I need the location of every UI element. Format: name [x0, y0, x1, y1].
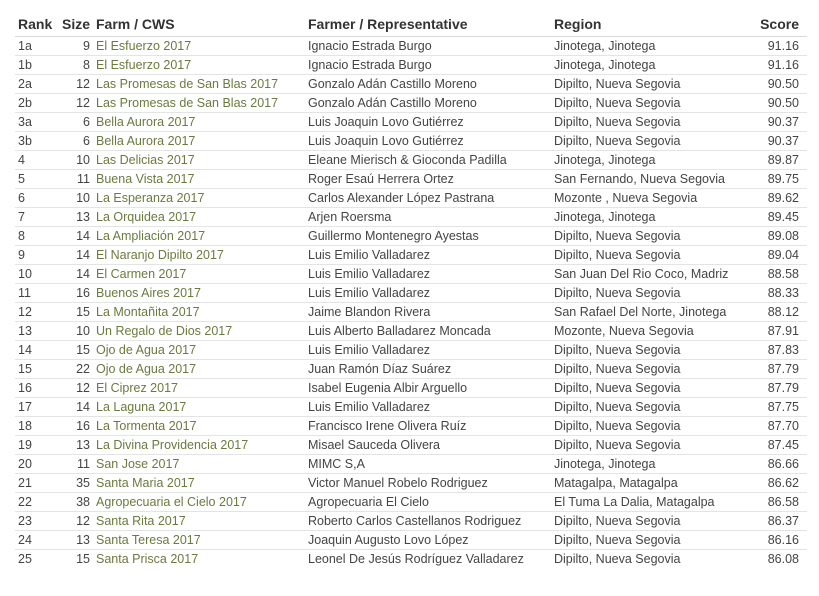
cell-rank: 8 [15, 227, 57, 246]
cell-score: 87.75 [751, 398, 807, 417]
cell-rank: 18 [15, 417, 57, 436]
cell-farmer: Isabel Eugenia Albir Arguello [305, 379, 551, 398]
cell-rank: 3b [15, 132, 57, 151]
cell-score: 86.08 [751, 550, 807, 569]
cell-rank: 9 [15, 246, 57, 265]
cell-rank: 12 [15, 303, 57, 322]
table-row [15, 417, 807, 436]
cell-score: 86.58 [751, 493, 807, 512]
cell-region: Dipilto, Nueva Segovia [551, 227, 751, 246]
cell-rank: 4 [15, 151, 57, 170]
cell-farm: El Esfuerzo 2017 [93, 37, 305, 56]
table-row [15, 493, 807, 512]
cell-score: 91.16 [751, 37, 807, 56]
cell-farm: Bella Aurora 2017 [93, 113, 305, 132]
header-rank: Rank [15, 12, 57, 37]
cell-region: Jinotega, Jinotega [551, 455, 751, 474]
cell-rank: 21 [15, 474, 57, 493]
cell-rank: 22 [15, 493, 57, 512]
cell-region: San Rafael Del Norte, Jinotega [551, 303, 751, 322]
header-row [15, 12, 807, 37]
cell-size: 11 [57, 455, 93, 474]
cell-score: 87.83 [751, 341, 807, 360]
cell-region: Dipilto, Nueva Segovia [551, 379, 751, 398]
cell-size: 15 [57, 550, 93, 569]
cell-farm: Buena Vista 2017 [93, 170, 305, 189]
cell-farm: La Laguna 2017 [93, 398, 305, 417]
cell-score: 90.50 [751, 75, 807, 94]
cell-region: Dipilto, Nueva Segovia [551, 246, 751, 265]
table-row [15, 113, 807, 132]
cell-farmer: Luis Emilio Valladarez [305, 246, 551, 265]
table-row [15, 246, 807, 265]
cell-score: 89.45 [751, 208, 807, 227]
table-row [15, 360, 807, 379]
table-row [15, 94, 807, 113]
cell-rank: 2a [15, 75, 57, 94]
cell-region: Mozonte , Nueva Segovia [551, 189, 751, 208]
cell-farm: Santa Teresa 2017 [93, 531, 305, 550]
cell-size: 12 [57, 512, 93, 531]
cell-size: 38 [57, 493, 93, 512]
cell-region: Jinotega, Jinotega [551, 56, 751, 75]
cell-size: 13 [57, 531, 93, 550]
table-row [15, 189, 807, 208]
cell-size: 16 [57, 417, 93, 436]
cell-farm: La Tormenta 2017 [93, 417, 305, 436]
cell-farmer: Misael Sauceda Olivera [305, 436, 551, 455]
cell-score: 86.62 [751, 474, 807, 493]
cell-score: 87.79 [751, 360, 807, 379]
header-farmer: Farmer / Representative [305, 12, 551, 37]
cell-farm: El Carmen 2017 [93, 265, 305, 284]
cell-farm: Santa Maria 2017 [93, 474, 305, 493]
cell-region: El Tuma La Dalia, Matagalpa [551, 493, 751, 512]
cell-farm: Un Regalo de Dios 2017 [93, 322, 305, 341]
cell-rank: 10 [15, 265, 57, 284]
cell-score: 87.79 [751, 379, 807, 398]
cell-farm: La Ampliación 2017 [93, 227, 305, 246]
cell-region: Dipilto, Nueva Segovia [551, 512, 751, 531]
table-row [15, 436, 807, 455]
cell-farm: La Divina Providencia 2017 [93, 436, 305, 455]
cell-farmer: Carlos Alexander López Pastrana [305, 189, 551, 208]
header-score: Score [751, 12, 807, 37]
cell-farmer: Luis Alberto Balladarez Moncada [305, 322, 551, 341]
cell-region: Dipilto, Nueva Segovia [551, 94, 751, 113]
cell-size: 10 [57, 322, 93, 341]
cell-score: 86.16 [751, 531, 807, 550]
cell-score: 90.37 [751, 132, 807, 151]
cell-rank: 23 [15, 512, 57, 531]
cell-rank: 14 [15, 341, 57, 360]
cell-size: 14 [57, 246, 93, 265]
cell-rank: 6 [15, 189, 57, 208]
cell-size: 9 [57, 37, 93, 56]
cell-farmer: MIMC S,A [305, 455, 551, 474]
cell-rank: 7 [15, 208, 57, 227]
cell-size: 15 [57, 341, 93, 360]
cell-size: 22 [57, 360, 93, 379]
cell-farmer: Agropecuaria El Cielo [305, 493, 551, 512]
cell-farmer: Francisco Irene Olivera Ruíz [305, 417, 551, 436]
cell-size: 10 [57, 151, 93, 170]
cell-farm: Santa Rita 2017 [93, 512, 305, 531]
header-farm: Farm / CWS [93, 12, 305, 37]
cell-score: 91.16 [751, 56, 807, 75]
cell-farm: Ojo de Agua 2017 [93, 360, 305, 379]
header-region: Region [551, 12, 751, 37]
cell-score: 89.87 [751, 151, 807, 170]
cell-region: Dipilto, Nueva Segovia [551, 284, 751, 303]
table-row [15, 303, 807, 322]
cell-size: 13 [57, 208, 93, 227]
cell-region: San Fernando, Nueva Segovia [551, 170, 751, 189]
cell-farmer: Gonzalo Adán Castillo Moreno [305, 94, 551, 113]
cell-size: 6 [57, 113, 93, 132]
cell-score: 89.04 [751, 246, 807, 265]
table-row [15, 379, 807, 398]
table-row [15, 284, 807, 303]
cell-region: Dipilto, Nueva Segovia [551, 398, 751, 417]
cell-region: Jinotega, Jinotega [551, 151, 751, 170]
table-row [15, 550, 807, 569]
cell-farmer: Luis Joaquin Lovo Gutiérrez [305, 132, 551, 151]
cell-farmer: Victor Manuel Robelo Rodriguez [305, 474, 551, 493]
table-header [15, 12, 807, 37]
cell-score: 89.75 [751, 170, 807, 189]
cell-size: 10 [57, 189, 93, 208]
cell-rank: 11 [15, 284, 57, 303]
table-row [15, 132, 807, 151]
cell-region: Mozonte, Nueva Segovia [551, 322, 751, 341]
cell-farmer: Luis Joaquin Lovo Gutiérrez [305, 113, 551, 132]
cell-farm: Las Promesas de San Blas 2017 [93, 94, 305, 113]
table-row [15, 341, 807, 360]
cell-size: 13 [57, 436, 93, 455]
results-table [15, 12, 807, 568]
cell-rank: 24 [15, 531, 57, 550]
cell-rank: 20 [15, 455, 57, 474]
table-row [15, 265, 807, 284]
cell-farmer: Eleane Mierisch & Gioconda Padilla [305, 151, 551, 170]
cell-region: Dipilto, Nueva Segovia [551, 75, 751, 94]
table-row [15, 474, 807, 493]
cell-rank: 17 [15, 398, 57, 417]
cell-region: Dipilto, Nueva Segovia [551, 417, 751, 436]
cell-region: Dipilto, Nueva Segovia [551, 132, 751, 151]
cell-farm: Agropecuaria el Cielo 2017 [93, 493, 305, 512]
cell-score: 88.33 [751, 284, 807, 303]
table-row [15, 208, 807, 227]
table-row [15, 56, 807, 75]
cell-farm: La Orquidea 2017 [93, 208, 305, 227]
cell-farm: La Esperanza 2017 [93, 189, 305, 208]
cell-farmer: Luis Emilio Valladarez [305, 341, 551, 360]
cell-size: 8 [57, 56, 93, 75]
cell-region: Dipilto, Nueva Segovia [551, 550, 751, 569]
cell-farm: Ojo de Agua 2017 [93, 341, 305, 360]
cell-rank: 1a [15, 37, 57, 56]
cell-farm: El Ciprez 2017 [93, 379, 305, 398]
cell-farmer: Luis Emilio Valladarez [305, 284, 551, 303]
header-size: Size [57, 12, 93, 37]
cell-farm: Santa Prisca 2017 [93, 550, 305, 569]
cell-farmer: Ignacio Estrada Burgo [305, 56, 551, 75]
cell-farmer: Luis Emilio Valladarez [305, 398, 551, 417]
cell-rank: 15 [15, 360, 57, 379]
table-row [15, 398, 807, 417]
table-row [15, 170, 807, 189]
cell-farm: Las Delicias 2017 [93, 151, 305, 170]
table-row [15, 531, 807, 550]
cell-farmer: Joaquin Augusto Lovo López [305, 531, 551, 550]
table-row [15, 37, 807, 56]
cell-farm: La Montañita 2017 [93, 303, 305, 322]
cell-size: 14 [57, 398, 93, 417]
cell-score: 89.08 [751, 227, 807, 246]
cell-score: 87.45 [751, 436, 807, 455]
cell-score: 86.66 [751, 455, 807, 474]
cell-farm: El Esfuerzo 2017 [93, 56, 305, 75]
cell-farm: Bella Aurora 2017 [93, 132, 305, 151]
cell-region: Dipilto, Nueva Segovia [551, 531, 751, 550]
table-row [15, 455, 807, 474]
cell-size: 14 [57, 265, 93, 284]
cell-farm: Las Promesas de San Blas 2017 [93, 75, 305, 94]
cell-farmer: Guillermo Montenegro Ayestas [305, 227, 551, 246]
cell-score: 87.70 [751, 417, 807, 436]
cell-size: 6 [57, 132, 93, 151]
table-row [15, 151, 807, 170]
cell-farmer: Leonel De Jesús Rodríguez Valladarez [305, 550, 551, 569]
cell-size: 12 [57, 94, 93, 113]
table-row [15, 512, 807, 531]
table-body [15, 37, 807, 569]
cell-region: San Juan Del Rio Coco, Madriz [551, 265, 751, 284]
cell-score: 87.91 [751, 322, 807, 341]
cell-region: Jinotega, Jinotega [551, 208, 751, 227]
cell-rank: 3a [15, 113, 57, 132]
cell-farm: San Jose 2017 [93, 455, 305, 474]
cell-score: 90.50 [751, 94, 807, 113]
cell-size: 14 [57, 227, 93, 246]
cell-region: Dipilto, Nueva Segovia [551, 341, 751, 360]
cell-farm: El Naranjo Dipilto 2017 [93, 246, 305, 265]
cell-region: Dipilto, Nueva Segovia [551, 360, 751, 379]
cell-score: 88.58 [751, 265, 807, 284]
cell-farmer: Juan Ramón Díaz Suárez [305, 360, 551, 379]
cell-farmer: Luis Emilio Valladarez [305, 265, 551, 284]
cell-size: 12 [57, 379, 93, 398]
table-row [15, 75, 807, 94]
cell-size: 35 [57, 474, 93, 493]
cell-region: Matagalpa, Matagalpa [551, 474, 751, 493]
cell-region: Dipilto, Nueva Segovia [551, 436, 751, 455]
cell-rank: 1b [15, 56, 57, 75]
cell-rank: 25 [15, 550, 57, 569]
table-row [15, 322, 807, 341]
cell-rank: 19 [15, 436, 57, 455]
cell-rank: 13 [15, 322, 57, 341]
cell-score: 90.37 [751, 113, 807, 132]
cell-size: 11 [57, 170, 93, 189]
cell-rank: 16 [15, 379, 57, 398]
cell-farmer: Arjen Roersma [305, 208, 551, 227]
cell-rank: 5 [15, 170, 57, 189]
cell-farmer: Gonzalo Adán Castillo Moreno [305, 75, 551, 94]
table-row [15, 227, 807, 246]
cell-score: 89.62 [751, 189, 807, 208]
cell-region: Jinotega, Jinotega [551, 37, 751, 56]
cell-farmer: Roberto Carlos Castellanos Rodriguez [305, 512, 551, 531]
cell-farm: Buenos Aires 2017 [93, 284, 305, 303]
cell-score: 86.37 [751, 512, 807, 531]
cell-farmer: Jaime Blandon Rivera [305, 303, 551, 322]
cell-score: 88.12 [751, 303, 807, 322]
cell-size: 16 [57, 284, 93, 303]
cell-size: 15 [57, 303, 93, 322]
cell-farmer: Ignacio Estrada Burgo [305, 37, 551, 56]
cell-rank: 2b [15, 94, 57, 113]
cell-size: 12 [57, 75, 93, 94]
cell-region: Dipilto, Nueva Segovia [551, 113, 751, 132]
cell-farmer: Roger Esaú Herrera Ortez [305, 170, 551, 189]
